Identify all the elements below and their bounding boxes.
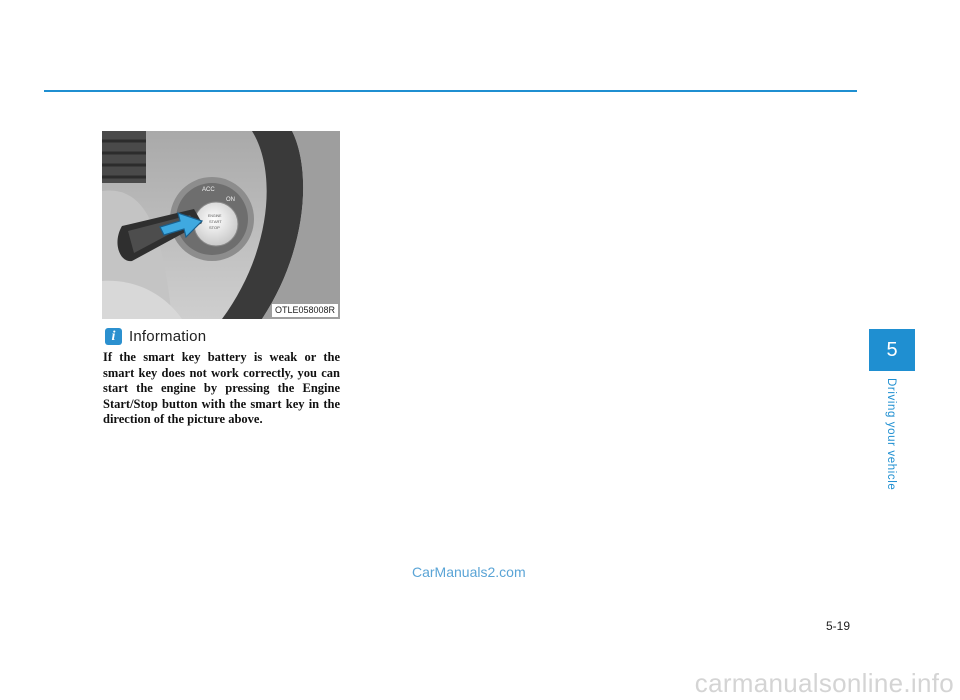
acc-label: ACC (202, 187, 215, 193)
chapter-tab (869, 329, 915, 371)
chapter-title: Driving your vehicle (885, 378, 897, 491)
on-label: ON (226, 197, 235, 203)
watermark-carmanuals2: CarManuals2.com (412, 564, 526, 580)
chapter-number: 5 (886, 338, 898, 361)
illustration-graphic (102, 131, 340, 319)
engine-start-stop-button (194, 202, 238, 246)
information-body: If the smart key battery is weak or the smart key does not work correctly, you can start the engine by pressing the Engine Start/Stop button with the smart key in the direction of the picture above. (103, 350, 340, 427)
air-vent (102, 131, 146, 183)
information-title: Information (129, 327, 207, 345)
page-number: 5-19 (826, 619, 851, 633)
stop-label: STOP (209, 225, 220, 230)
info-icon: i (105, 328, 122, 345)
information-heading (105, 327, 206, 345)
engine-label: ENGINE (208, 214, 222, 218)
figure-code: OTLE058008R (272, 304, 338, 317)
start-label: START (209, 219, 222, 224)
header-rule (44, 90, 857, 92)
watermark-carmanualsonline: carmanualsonline.info (694, 668, 954, 698)
start-button-illustration (102, 131, 340, 319)
